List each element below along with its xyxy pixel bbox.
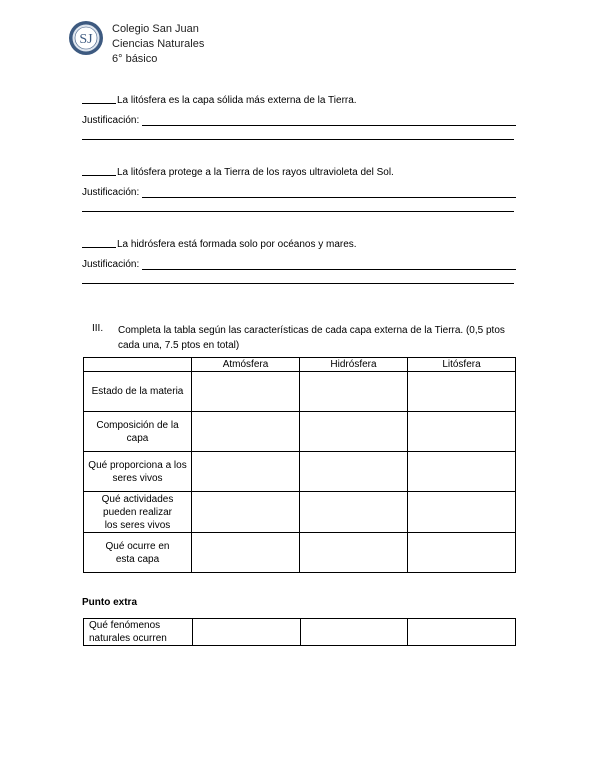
row-label: Qué fenómenos naturales ocurren: [84, 619, 193, 646]
justification-line[interactable]: [142, 269, 516, 270]
table-header-hidrosfera: Hidrósfera: [300, 358, 408, 372]
answer-cell[interactable]: [192, 372, 300, 412]
school-info: [112, 22, 204, 67]
answer-cell[interactable]: [192, 533, 300, 573]
subject-name: Ciencias Naturales: [112, 38, 205, 50]
table-header-atmosfera: Atmósfera: [192, 358, 300, 372]
answer-cell[interactable]: [408, 619, 516, 646]
answer-cell[interactable]: [300, 533, 408, 573]
justification-line[interactable]: [142, 197, 516, 198]
answer-cell[interactable]: [300, 412, 408, 452]
layers-table: [83, 357, 516, 573]
table-row: [84, 452, 516, 492]
section-number: III.: [92, 323, 104, 334]
answer-cell[interactable]: [408, 412, 516, 452]
table-header-empty: [84, 358, 192, 372]
justification-line-2[interactable]: [82, 211, 514, 212]
row-label: Qué proporciona a los seres vivos: [84, 452, 192, 492]
answer-blank[interactable]: [82, 165, 116, 176]
extra-title: Punto extra: [82, 597, 138, 608]
answer-cell[interactable]: [192, 452, 300, 492]
tf-statement: La hidrósfera está formada solo por océanos y mares.: [117, 239, 357, 250]
table-row: [84, 492, 516, 533]
row-label: Qué ocurre en esta capa: [84, 533, 192, 573]
answer-cell[interactable]: [192, 492, 300, 533]
answer-cell[interactable]: [300, 372, 408, 412]
justification-line-2[interactable]: [82, 283, 514, 284]
school-logo: [68, 20, 104, 56]
table-row: [84, 619, 516, 646]
answer-blank[interactable]: [82, 237, 116, 248]
justification-line[interactable]: [142, 125, 516, 126]
answer-cell[interactable]: [408, 492, 516, 533]
section-instruction: Completa la tabla según las características de cada capa externa de la Tierra. (0,5 ptos cada una, 7.5 ptos en total): [118, 325, 505, 351]
table-row: [84, 412, 516, 452]
answer-cell[interactable]: [192, 619, 300, 646]
grade-level: 6° básico: [112, 53, 158, 65]
answer-cell[interactable]: [408, 452, 516, 492]
extra-table: [83, 618, 516, 646]
tf-statement: La litósfera es la capa sólida más externa de la Tierra.: [117, 95, 357, 106]
justification-label: Justificación:: [82, 259, 140, 270]
answer-cell[interactable]: [408, 372, 516, 412]
table-row: [84, 372, 516, 412]
row-label: Composición de la capa: [84, 412, 192, 452]
logo-text: SJ: [79, 32, 93, 47]
answer-cell[interactable]: [300, 452, 408, 492]
answer-blank[interactable]: [82, 93, 116, 104]
school-name: Colegio San Juan: [112, 23, 199, 35]
justification-label: Justificación:: [82, 187, 140, 198]
row-label: Estado de la materia: [84, 372, 192, 412]
table-header-row: [84, 358, 516, 372]
justification-label: Justificación:: [82, 115, 140, 126]
row-label: Qué actividades pueden realizar los seres vivos: [84, 492, 192, 533]
answer-cell[interactable]: [300, 492, 408, 533]
table-header-litosfera: Litósfera: [408, 358, 516, 372]
tf-statement: La litósfera protege a la Tierra de los rayos ultravioleta del Sol.: [117, 167, 394, 178]
answer-cell[interactable]: [192, 412, 300, 452]
table-row: [84, 533, 516, 573]
justification-line-2[interactable]: [82, 139, 514, 140]
answer-cell[interactable]: [300, 619, 408, 646]
answer-cell[interactable]: [408, 533, 516, 573]
